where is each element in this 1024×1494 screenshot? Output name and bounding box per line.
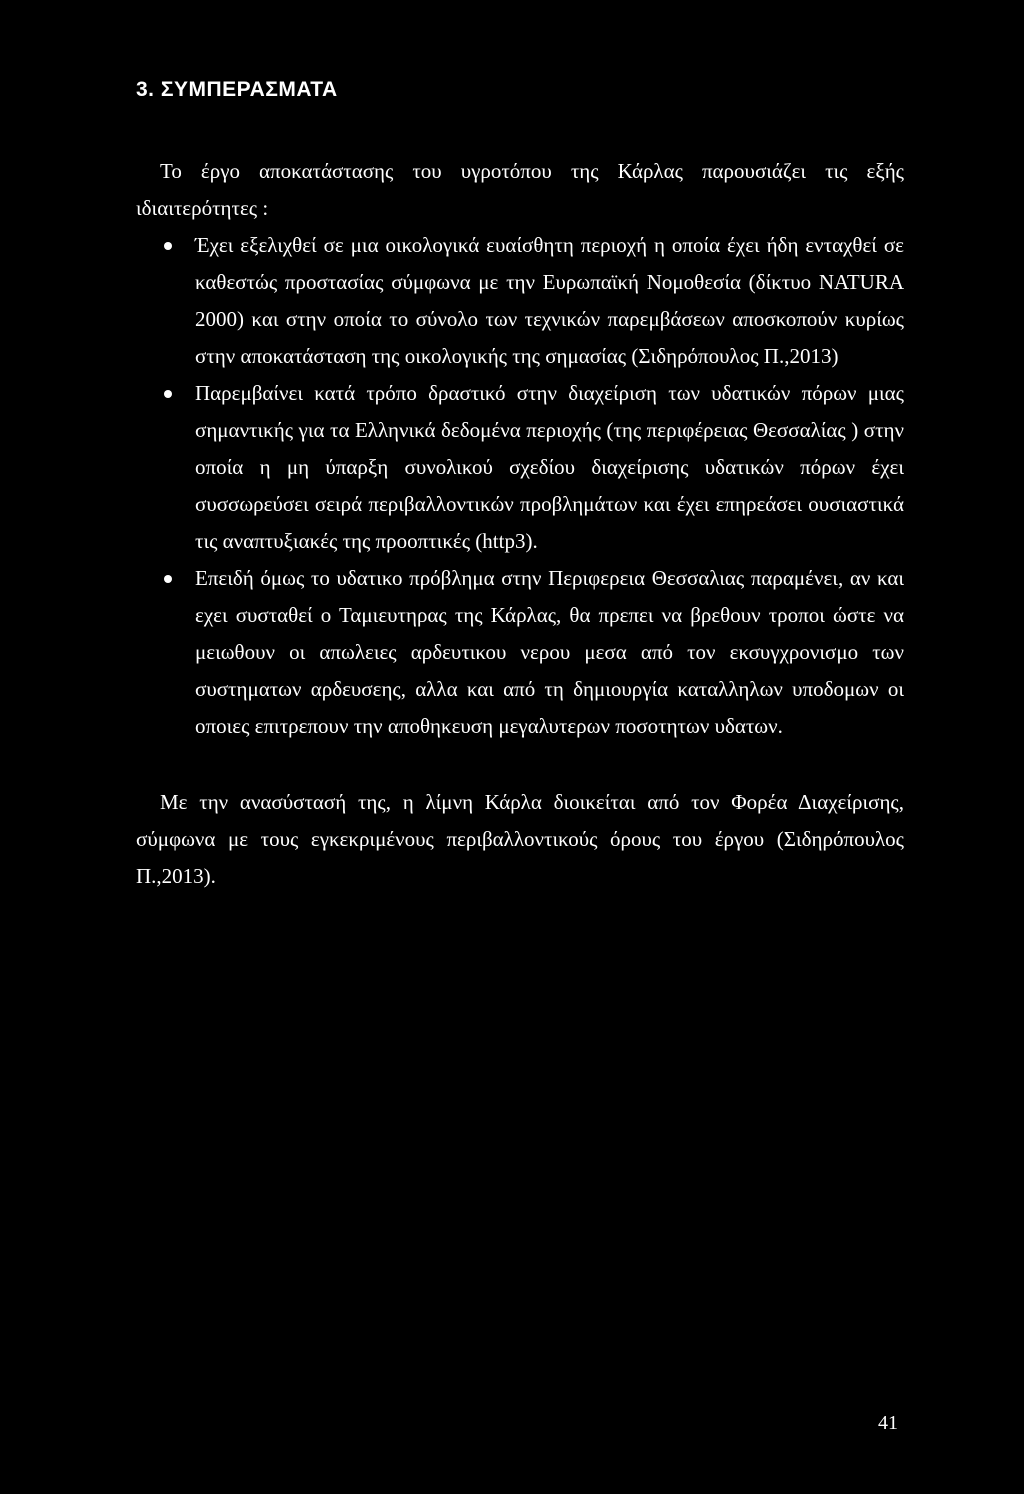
bullet-icon — [164, 390, 172, 398]
list-item-text: Παρεμβαίνει κατά τρόπο δραστικό στην διαχείριση των υδατικών πόρων μιας σημαντικής για τα Ελληνικά δεδομένα περιοχής (της περιφέρειας Θεσσαλίας ) στην οποία η μη ύπαρξη συνολικού σχεδίου διαχείρισης υδατικών πόρων έχει συσσωρεύσει σειρά περιβαλλοντικών προβλημάτων και έχει επηρεάσει ουσιαστικά τις αναπτυξιακές της προοπτικές (http3). — [195, 381, 904, 553]
bullet-icon — [164, 575, 172, 583]
section-heading: 3. ΣΥΜΠΕΡΑΣΜΑΤΑ — [136, 78, 338, 101]
closing-paragraph: Με την ανασύστασή της, η λίμνη Κάρλα διοικείται από τον Φορέα Διαχείρισης, σύμφωνα με τους εγκεκριμένους περιβαλλοντικούς όρους του έργου (Σιδηρόπουλος Π.,2013). — [136, 790, 904, 888]
intro-paragraph: Το έργο αποκατάστασης του υγροτόπου της Κάρλας παρουσιάζει τις εξής ιδιαιτερότητες : — [136, 159, 904, 220]
page-number: 41 — [878, 1412, 898, 1434]
bullet-list — [136, 227, 904, 745]
list-item-text: Επειδή όμως το υδατικο πρόβλημα στην Περιφερεια Θεσσαλιας παραμένει, αν και εχει συσταθεί ο Ταμιευτηρας της Κάρλας, θα πρεπει να βρεθουν τροποι ώστε να μειωθουν οι απωλειες αρδευτικου νερου μεσα από τον εκσυγχρονισμο των συστηματων αρδευσεης, αλλα και από τη δημιουργία καταλληλων υποδομων οι οποιες επιτρεπουν την αποθηκευση μεγαλυτερων ποσοτητων υδατων. — [195, 566, 904, 738]
bullet-icon — [164, 242, 172, 250]
list-item — [136, 375, 904, 560]
list-item — [136, 227, 904, 375]
list-item — [136, 560, 904, 745]
list-item-text: Έχει εξελιχθεί σε μια οικολογικά ευαίσθητη περιοχή η οποία έχει ήδη ενταχθεί σε καθεστώς προστασίας σύμφωνα με την Ευρωπαϊκή Νομοθεσία (δίκτυο NATURA 2000) και στην οποία το σύνολο των τεχνικών παρεμβάσεων αποσκοπούν κυρίως στην αποκατάσταση της οικολογικής της σημασίας (Σιδηρόπουλος Π.,2013) — [195, 233, 904, 368]
